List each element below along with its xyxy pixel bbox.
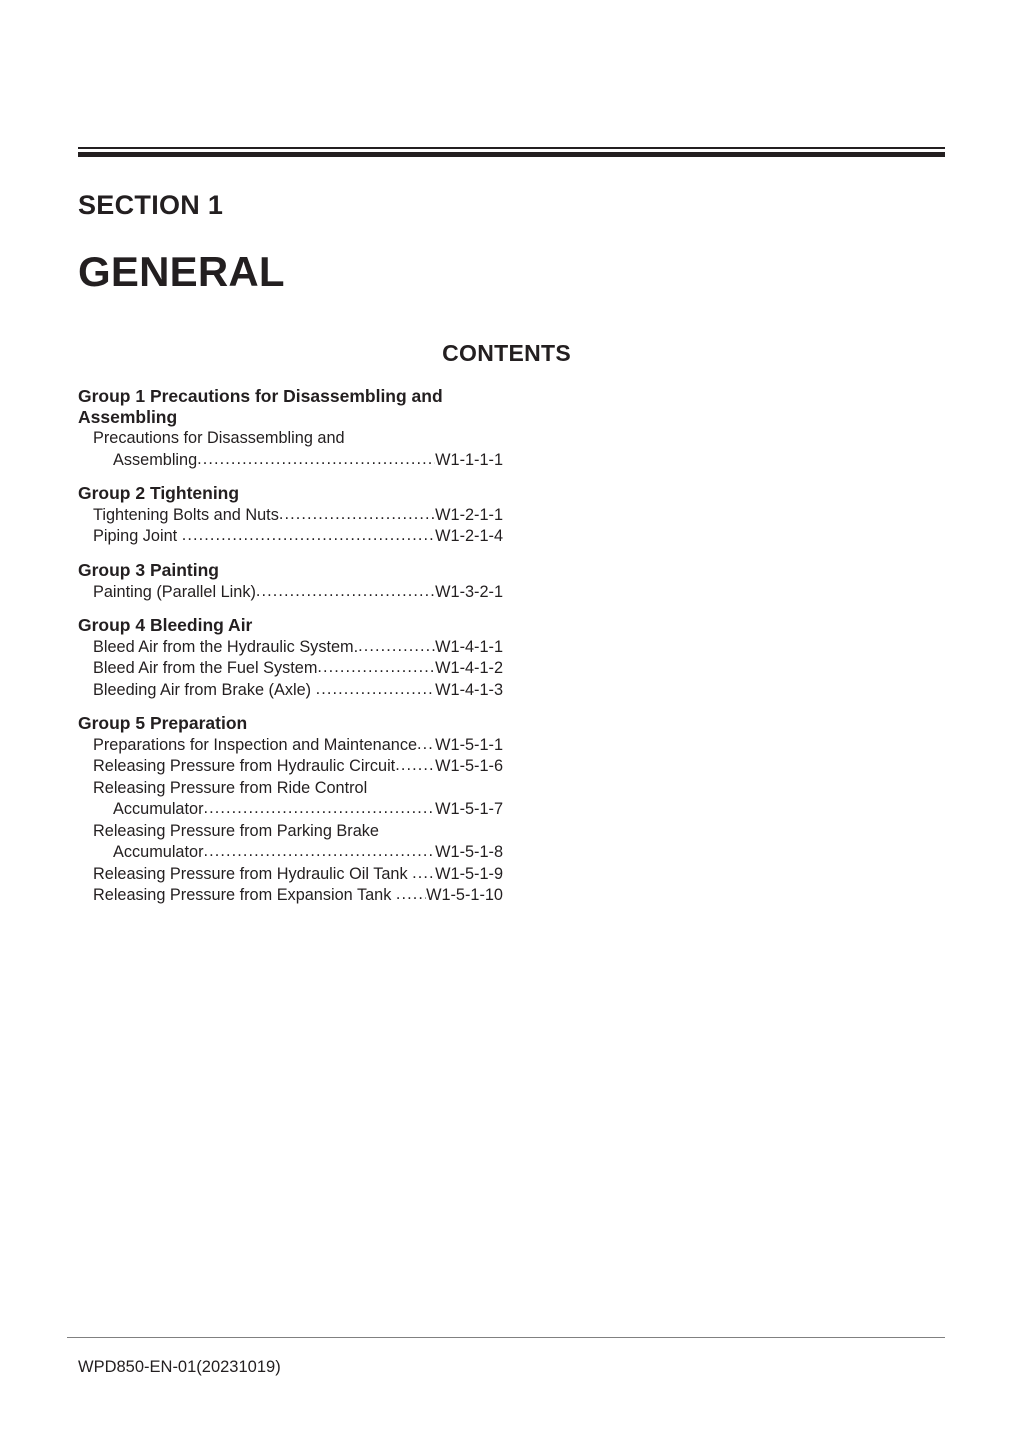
toc-entry-text: Painting (Parallel Link): [93, 582, 256, 601]
toc-dot-leader: [417, 736, 435, 752]
toc-entry-text: Bleeding Air from Brake (Axle): [93, 680, 316, 699]
toc-page-number: W1-1-1-1: [435, 450, 503, 469]
toc-group: [78, 713, 503, 907]
toc-entry-line-wrapped: [93, 428, 503, 450]
toc-dot-leader: [256, 583, 435, 599]
toc-entry[interactable]: [93, 680, 503, 702]
toc-entry-text: Bleed Air from the Fuel System: [93, 659, 318, 678]
page-title: GENERAL: [78, 248, 285, 295]
section-label: SECTION 1: [78, 190, 224, 220]
toc-page-number: W1-5-1-1: [435, 735, 503, 754]
toc-entry[interactable]: [93, 778, 503, 821]
toc-entry-text: Assembling: [113, 450, 198, 469]
toc-entry-line-wrapped: [93, 778, 503, 800]
toc-group: [78, 615, 503, 701]
toc-entry-line: [93, 885, 503, 907]
toc-entry-text: Releasing Pressure from Hydraulic Oil Tank: [93, 864, 413, 883]
toc-dot-leader: [412, 865, 435, 881]
footer-document-code: WPD850-EN-01(20231019): [78, 1358, 281, 1376]
toc-entry[interactable]: [93, 428, 503, 471]
toc-entry-line: [93, 505, 503, 527]
toc-entry[interactable]: [93, 505, 503, 527]
toc-dot-leader: [395, 757, 435, 773]
toc-group-title: Group 5 Preparation: [78, 713, 248, 734]
toc-entry-text: Accumulator: [113, 800, 204, 819]
header-rule-thick: [78, 152, 945, 157]
toc-entry-text: Preparations for Inspection and Maintenance: [93, 735, 418, 754]
toc-entry[interactable]: [93, 582, 503, 604]
toc-entry[interactable]: [93, 526, 503, 548]
toc-group-title: Group 3 Painting: [78, 559, 219, 580]
toc-dot-leader: [279, 506, 435, 522]
toc-group: [78, 386, 503, 471]
toc-dot-leader: [396, 886, 426, 902]
toc-group-title: Group 2 Tightening: [78, 483, 240, 504]
toc-entry-line: [93, 735, 503, 757]
toc-page-number: W1-2-1-1: [435, 505, 503, 524]
toc-group-title: Group 4 Bleeding Air: [78, 615, 253, 636]
toc-entry-text: Tightening Bolts and Nuts: [93, 505, 279, 524]
toc-page-number: W1-5-1-8: [435, 843, 503, 862]
toc-dot-leader: [204, 800, 436, 816]
toc-entry[interactable]: [93, 637, 503, 659]
toc-entry-text: Piping Joint: [93, 527, 182, 546]
toc-dot-leader: [197, 451, 435, 467]
toc-page-number: W1-5-1-7: [435, 800, 503, 819]
toc-entry-line: [93, 680, 503, 702]
toc-entry-line: [113, 842, 503, 864]
toc-entry-line: [93, 756, 503, 778]
toc-entry-line-wrapped: [93, 821, 503, 843]
toc-entry-line: [93, 526, 503, 548]
toc-page-number: W1-5-1-6: [435, 757, 503, 776]
toc-page-number: W1-3-2-1: [435, 582, 503, 601]
toc-group: [78, 560, 503, 603]
toc-dot-leader: [204, 843, 436, 859]
toc-dot-leader: [358, 638, 435, 654]
toc-entry[interactable]: [93, 735, 503, 757]
toc-entry-line: [93, 637, 503, 659]
toc-entry[interactable]: [93, 821, 503, 864]
table-of-contents: [78, 386, 503, 909]
toc-entry[interactable]: [93, 756, 503, 778]
toc-entry-line: [113, 450, 503, 472]
toc-page-number: W1-4-1-3: [435, 680, 503, 699]
toc-entry-text: Releasing Pressure from Expansion Tank: [93, 886, 396, 905]
toc-entry-text: Accumulator: [113, 843, 204, 862]
toc-entry[interactable]: [93, 885, 503, 907]
toc-page-number: W1-4-1-1: [435, 637, 503, 656]
toc-entry-line: [93, 582, 503, 604]
toc-entry-text: Releasing Pressure from Ride Control: [93, 778, 368, 797]
toc-page-number: W1-2-1-4: [435, 527, 503, 546]
toc-dot-leader: [182, 527, 435, 543]
toc-entry-line: [93, 658, 503, 680]
toc-page-number: W1-5-1-9: [435, 864, 503, 883]
contents-heading: CONTENTS: [442, 340, 571, 366]
toc-entry-text: Releasing Pressure from Parking Brake: [93, 821, 379, 840]
toc-entry-line: [113, 799, 503, 821]
toc-entry-text: Bleed Air from the Hydraulic System.: [93, 637, 359, 656]
footer-rule: [67, 1337, 945, 1338]
toc-dot-leader: [316, 681, 436, 697]
header-double-rule: [78, 147, 945, 157]
toc-entry-text: Precautions for Disassembling and: [93, 429, 345, 448]
toc-page-number: W1-5-1-10: [426, 886, 503, 905]
toc-entry[interactable]: [93, 658, 503, 680]
toc-group-title: Group 1 Precautions for Disassembling and Assembling: [78, 386, 443, 427]
toc-dot-leader: [317, 659, 435, 675]
toc-entry-text: Releasing Pressure from Hydraulic Circuit: [93, 757, 396, 776]
toc-entry-line: [93, 864, 503, 886]
toc-group: [78, 483, 503, 548]
toc-entry[interactable]: [93, 864, 503, 886]
toc-page-number: W1-4-1-2: [435, 659, 503, 678]
